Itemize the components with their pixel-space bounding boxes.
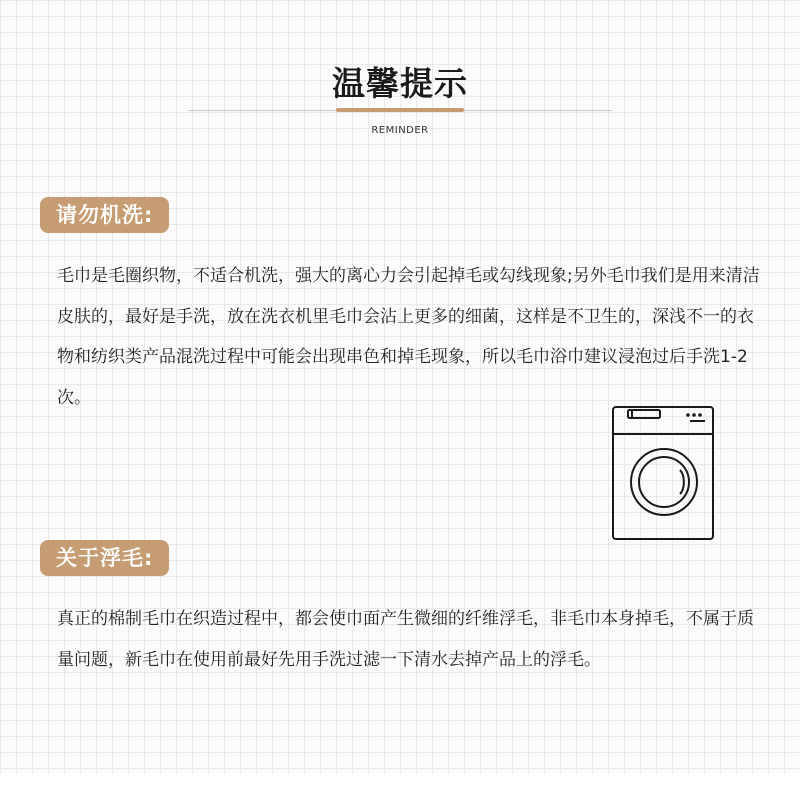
- section-heading-loose-fibers: 关于浮毛:: [40, 540, 169, 576]
- bottom-band: [0, 773, 800, 797]
- title-divider-accent: [336, 108, 464, 112]
- header: [0, 0, 800, 150]
- section-text-no-machine-wash: 毛巾是毛圈织物，不适合机洗，强大的离心力会引起掉毛或勾线现象;另外毛巾我们是用来清洁皮肤的，最好是手洗，放在洗衣机里毛巾会沾上更多的细菌，这样是不卫生的，深浅不一的衣物和纺织类产品混洗过程中可能会出现串色和掉毛现象，所以毛巾浴巾建议浸泡过后手洗1-2次。: [57, 266, 760, 408]
- page-subtitle: REMINDER: [371, 125, 429, 136]
- page-title: 温馨提示: [332, 64, 468, 103]
- washing-machine-icon: [610, 404, 716, 542]
- section-heading-no-machine-wash: 请勿机洗:: [40, 197, 169, 233]
- section-text-loose-fibers: 真正的棉制毛巾在织造过程中，都会使巾面产生微细的纤维浮毛，非毛巾本身掉毛，不属于质量问题，新毛巾在使用前最好先用手洗过滤一下清水去掉产品上的浮毛。: [57, 609, 754, 670]
